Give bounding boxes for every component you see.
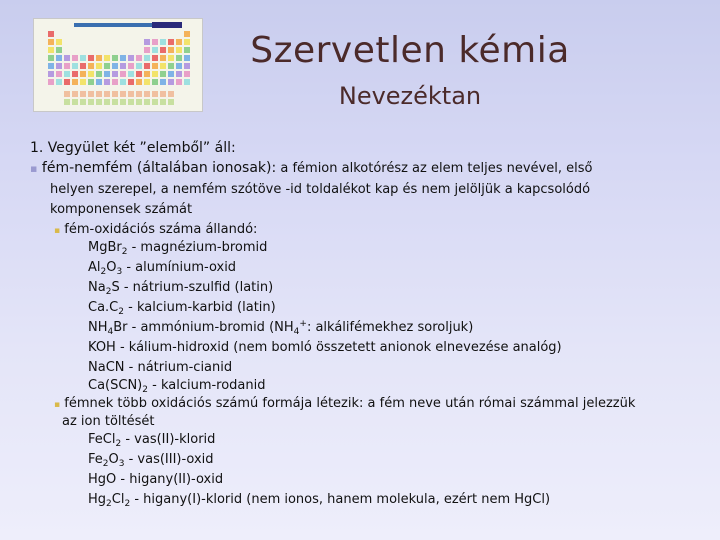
periodic-table-cell — [184, 71, 190, 77]
periodic-table-cell — [96, 71, 102, 77]
formula-hg2cl2: $Hg_2Cl_2$ - higany(I)-klorid (nem ionos, hanem molekula, ezért nem HgCl) — [88, 492, 551, 509]
periodic-table-logo — [152, 22, 182, 28]
periodic-table-cell — [48, 71, 54, 77]
subbullet-label: fémnek több oxidációs számú formája létezik: a fém neve után római számmal jelezzük — [64, 396, 636, 411]
page-subtitle: Nevezéktan — [338, 82, 482, 110]
bullet-metal-nonmetal — [30, 160, 592, 177]
formula-cac2: $Ca.C_2$ - kalcium-karbid (latin) — [88, 300, 276, 317]
periodic-table-cell — [160, 71, 166, 77]
subbullet-label-line2: az ion töltését — [62, 414, 155, 429]
periodic-table-header-bar — [74, 23, 164, 27]
bullet-text: a fémion alkotórész az elem teljes nevével, első — [276, 161, 593, 176]
periodic-table-cell — [112, 71, 118, 77]
subbullet-constant-oxidation — [54, 222, 257, 239]
bullet-text-line2: helyen szerepel, a nemfém szótöve -id toldalékot kap és nem jelöljük a kapcsolódó — [50, 182, 591, 197]
bullet-text-line3: komponensek számát — [50, 202, 193, 217]
subbullet-marker: ▪ — [54, 400, 61, 410]
periodic-table-cell — [128, 71, 134, 77]
formula-na2s: $Na_2S$ - nátrium-szulfid (latin) — [88, 280, 274, 297]
subbullet-label: fém-oxidációs száma állandó: — [64, 222, 258, 237]
periodic-table-cell — [168, 71, 174, 77]
periodic-table-cell — [80, 71, 86, 77]
section-heading: 1. Vegyület két ”elemből” áll: — [30, 140, 236, 156]
formula-fecl2: FeCl$_2$ - vas(II)-klorid — [88, 432, 216, 449]
formula-al2o3: $Al_2O_3$ - alumínium-oxid — [88, 260, 237, 277]
periodic-table-cell — [104, 71, 110, 77]
periodic-table-cell — [88, 71, 94, 77]
subbullet-marker: ▪ — [54, 226, 61, 236]
periodic-table-cell — [176, 71, 182, 77]
periodic-table-cell — [120, 71, 126, 77]
periodic-table-cell — [136, 71, 142, 77]
formula-hgo: HgO - higany(II)-oxid — [88, 472, 224, 487]
formula-nh4br: $NH_4Br$ - ammónium-bromid ($NH_4^+$: alkálifémekhez soroljuk) — [88, 319, 474, 337]
formula-nacn: NaCN - nátrium-cianid — [88, 360, 233, 375]
periodic-table-cell — [56, 71, 62, 77]
periodic-table-cell — [144, 71, 150, 77]
formula-fe2o3: $Fe_2O_3$ - vas(III)-oxid — [88, 452, 214, 469]
bullet-label: fém-nemfém (általában ionosak): — [41, 160, 277, 176]
periodic-table-cell — [72, 71, 78, 77]
periodic-table-cell — [64, 71, 70, 77]
subbullet-multiple-oxidation — [54, 396, 635, 413]
bullet-marker: ▪ — [30, 162, 38, 175]
formula-koh: KOH - kálium-hidroxid (nem bomló összetett anionok elnevezése analóg) — [88, 340, 562, 355]
periodic-table-cell — [152, 71, 158, 77]
formula-mgbr2: MgBr$_2$ - magnézium-bromid — [88, 240, 268, 257]
page-title: Szervetlen kémia — [250, 30, 570, 71]
formula-cascn2: $Ca(SCN)_2$ - kalcium-rodanid — [88, 378, 266, 395]
